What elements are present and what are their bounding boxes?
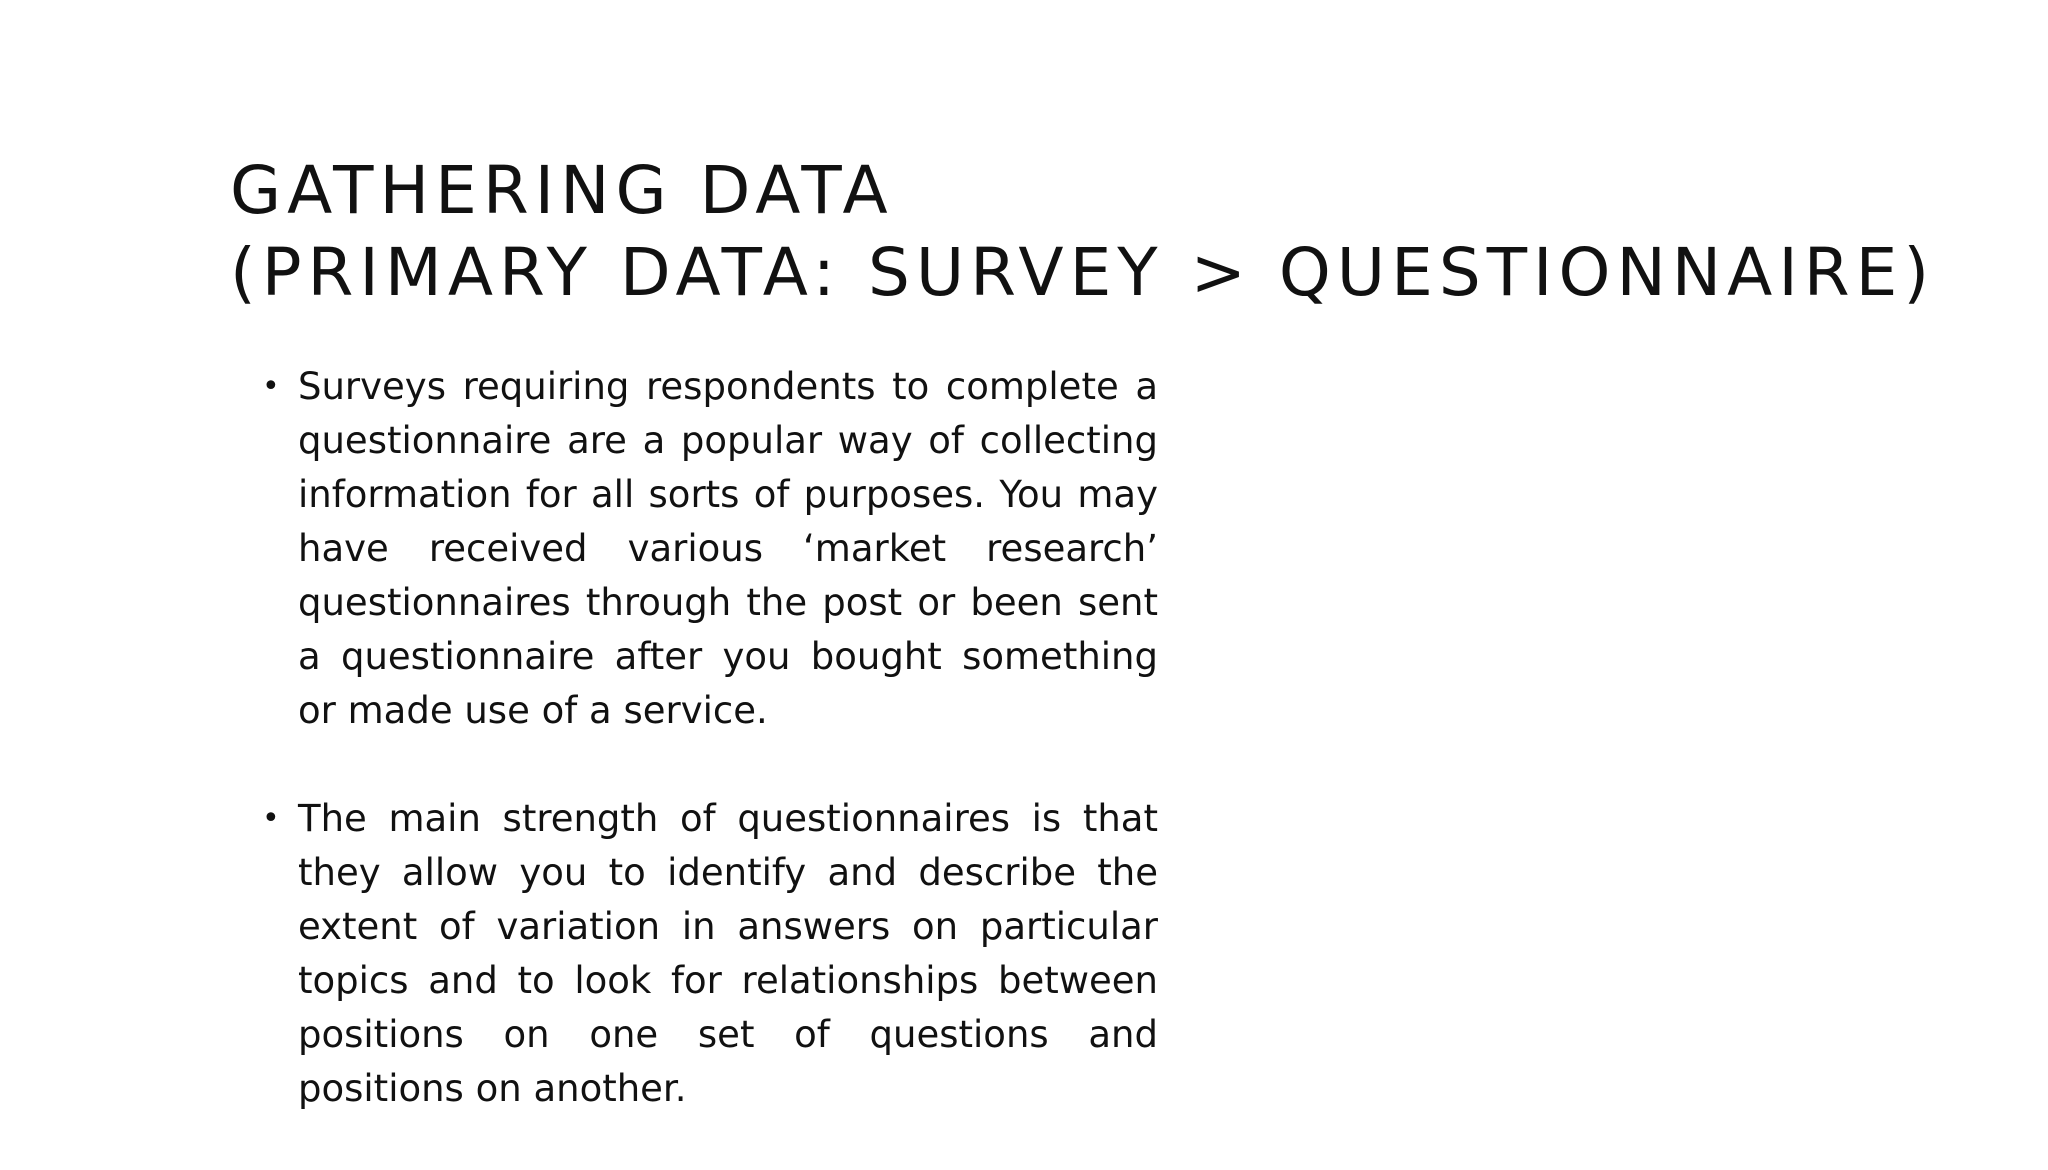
bullet-dot-icon: •	[262, 369, 280, 404]
bullet-list	[262, 360, 1162, 1170]
slide-title-line-2: (PRIMARY DATA: SURVEY > QUESTIONNAIRE)	[230, 234, 1936, 311]
bullet-text: The main strength of questionnaires is that they allow you to identify and describe the extent of variation in answers on particular topics and to look for relationships between positions on one set of questions and positions on another.	[298, 797, 1158, 1110]
bullet-dot-icon: •	[262, 801, 280, 836]
slide-title	[230, 150, 1935, 314]
slide-title-line-1: GATHERING DATA	[230, 152, 894, 229]
bullet-text: Surveys requiring respondents to complete a questionnaire are a popular way of collecting information for all sorts of purposes. You may have received various ‘market research’ questionnaires through the post or been sent a questionnaire after you bought something or made use of a service.	[298, 365, 1158, 732]
bullet-item	[262, 360, 1158, 738]
bullet-item	[262, 792, 1158, 1116]
